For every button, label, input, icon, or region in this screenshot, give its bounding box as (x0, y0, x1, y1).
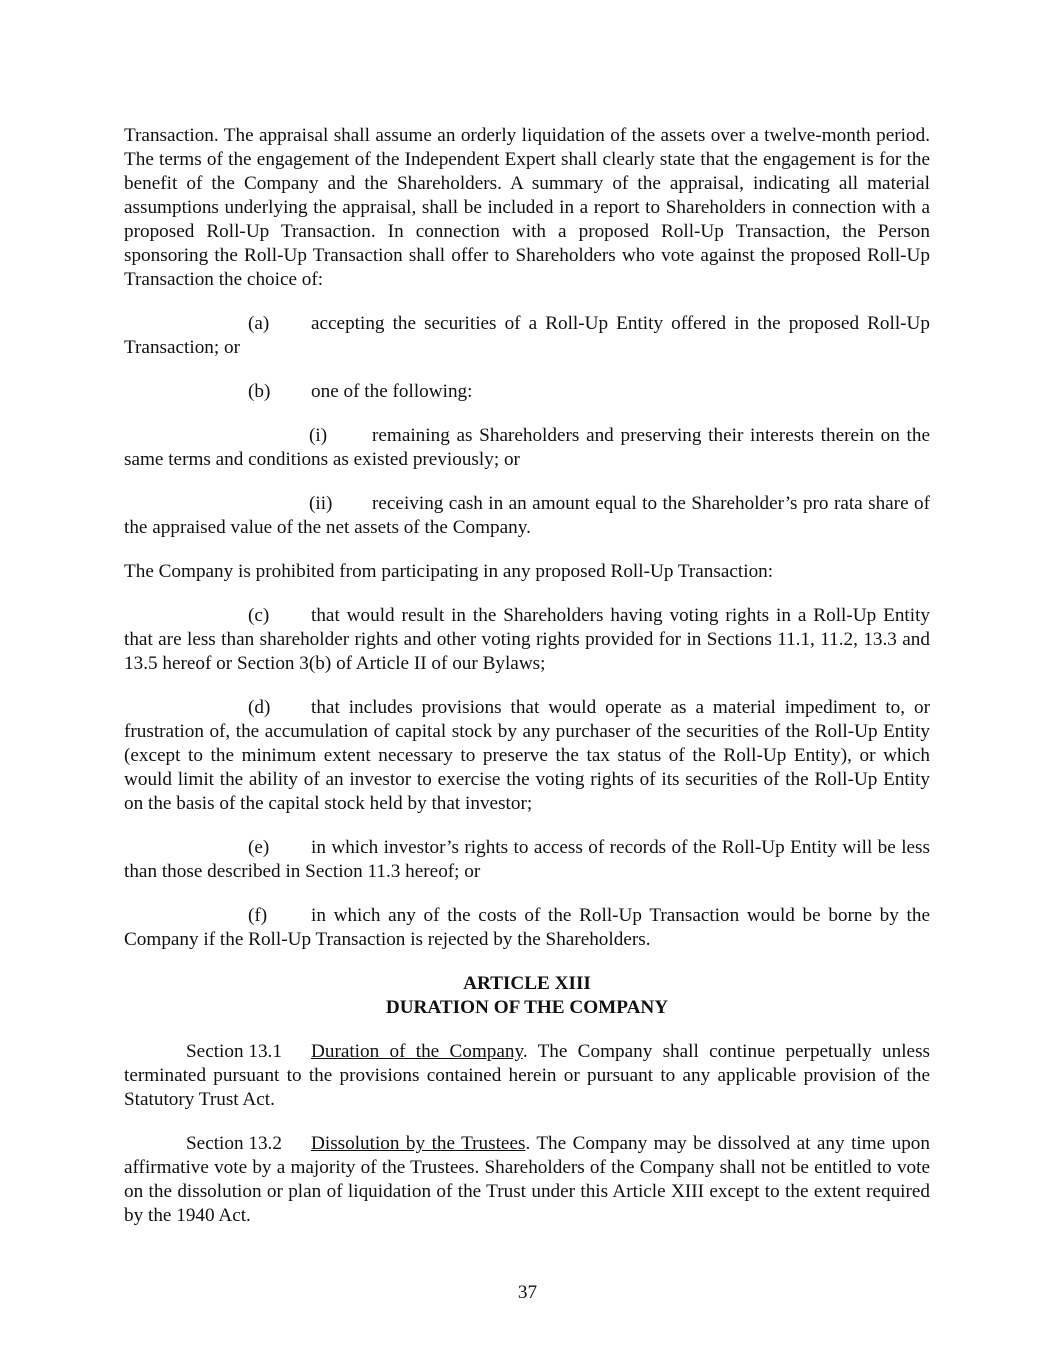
prohibition-paragraph: The Company is prohibited from participating in any proposed Roll-Up Transaction: (124, 561, 774, 582)
article-number: ARTICLE XIII (463, 973, 591, 994)
subchoice-i-marker: (i) (309, 425, 328, 446)
prohibition-d (124, 696, 930, 816)
prohibition-f (124, 904, 930, 952)
prohibition-f-marker: (f) (248, 905, 268, 926)
intro-paragraph: Transaction. The appraisal shall assume an orderly liquidation of the assets over a twelve-month period. The terms of the engagement of the Independent Expert shall clearly state that the engagement is for the benefit of the Company and the Shareholders. A summary of the appraisal, indicating all material assumptions underlying the appraisal, shall be included in a report to Shareholders in connection with a proposed Roll-Up Transaction. In connection with a proposed Roll-Up Transaction, the Person sponsoring the Roll-Up Transaction shall offer to Shareholders who vote against the proposed Roll-Up Transaction the choice of: (124, 125, 930, 290)
section-13-2-heading: Dissolution by the Trustees (311, 1133, 526, 1154)
choice-a-marker: (a) (248, 313, 270, 334)
subchoice-ii (124, 492, 930, 540)
choice-b-marker: (b) (248, 381, 271, 402)
choice-a (124, 312, 930, 360)
page-number: 37 (517, 1282, 538, 1303)
subchoice-i (124, 424, 930, 472)
choice-b-text: one of the following: (311, 381, 473, 402)
section-13-2-text: . The Company may be dissolved at any time upon affirmative vote by a majority of the Trustees. Shareholders of the Company shall not be entitled to vote on the dissolution or plan of liquidation of the Trust under this Article XIII except to the extent required by the 1940 Act. (124, 1133, 930, 1226)
document-page (124, 124, 930, 1228)
article-title: DURATION OF THE COMPANY (385, 997, 669, 1018)
prohibition-e (124, 836, 930, 884)
section-13-1 (124, 1040, 930, 1112)
prohibition-f-text: in which any of the costs of the Roll-Up Transaction would be borne by the Company if the Roll-Up Transaction is rejected by the Shareholders. (124, 905, 930, 950)
section-13-1-heading: Duration of the Company (311, 1041, 523, 1062)
prohibition-d-text: that includes provisions that would operate as a material impediment to, or frustration of, the accumulation of capital stock by any purchaser of the securities of the Roll-Up Entity (except to the minimum extent necessary to preserve the tax status of the Roll-Up Entity), or which would limit the ability of an investor to exercise the voting rights of its securities of the Roll-Up Entity on the basis of the capital stock held by that investor; (124, 697, 930, 814)
subchoice-ii-text: receiving cash in an amount equal to the Shareholder’s pro rata share of the appraised value of the net assets of the Company. (124, 493, 930, 538)
section-13-2 (124, 1132, 930, 1228)
article-heading (124, 972, 930, 1020)
subchoice-ii-marker: (ii) (309, 493, 333, 514)
choice-b (124, 380, 930, 404)
prohibition-c-marker: (c) (248, 605, 270, 626)
prohibition-e-marker: (e) (248, 837, 270, 858)
prohibition-e-text: in which investor’s rights to access of records of the Roll-Up Entity will be less than those described in Section 11.3 hereof; or (124, 837, 930, 882)
prohibition-c (124, 604, 930, 676)
prohibition-c-text: that would result in the Shareholders having voting rights in a Roll-Up Entity that are less than shareholder rights and other voting rights provided for in Sections 11.1, 11.2, 13.3 and 13.5 hereof or Section 3(b) of Article II of our Bylaws; (124, 605, 930, 674)
subchoice-i-text: remaining as Shareholders and preserving their interests therein on the same terms and conditions as existed previously; or (124, 425, 930, 470)
prohibition-d-marker: (d) (248, 697, 271, 718)
choice-a-text: accepting the securities of a Roll-Up Entity offered in the proposed Roll-Up Transaction; or (124, 313, 930, 358)
section-13-1-label: Section 13.1 (186, 1041, 282, 1062)
section-13-1-text: . The Company shall continue perpetually unless terminated pursuant to the provisions contained herein or pursuant to any applicable provision of the Statutory Trust Act. (124, 1041, 930, 1110)
section-13-2-label: Section 13.2 (186, 1133, 282, 1154)
